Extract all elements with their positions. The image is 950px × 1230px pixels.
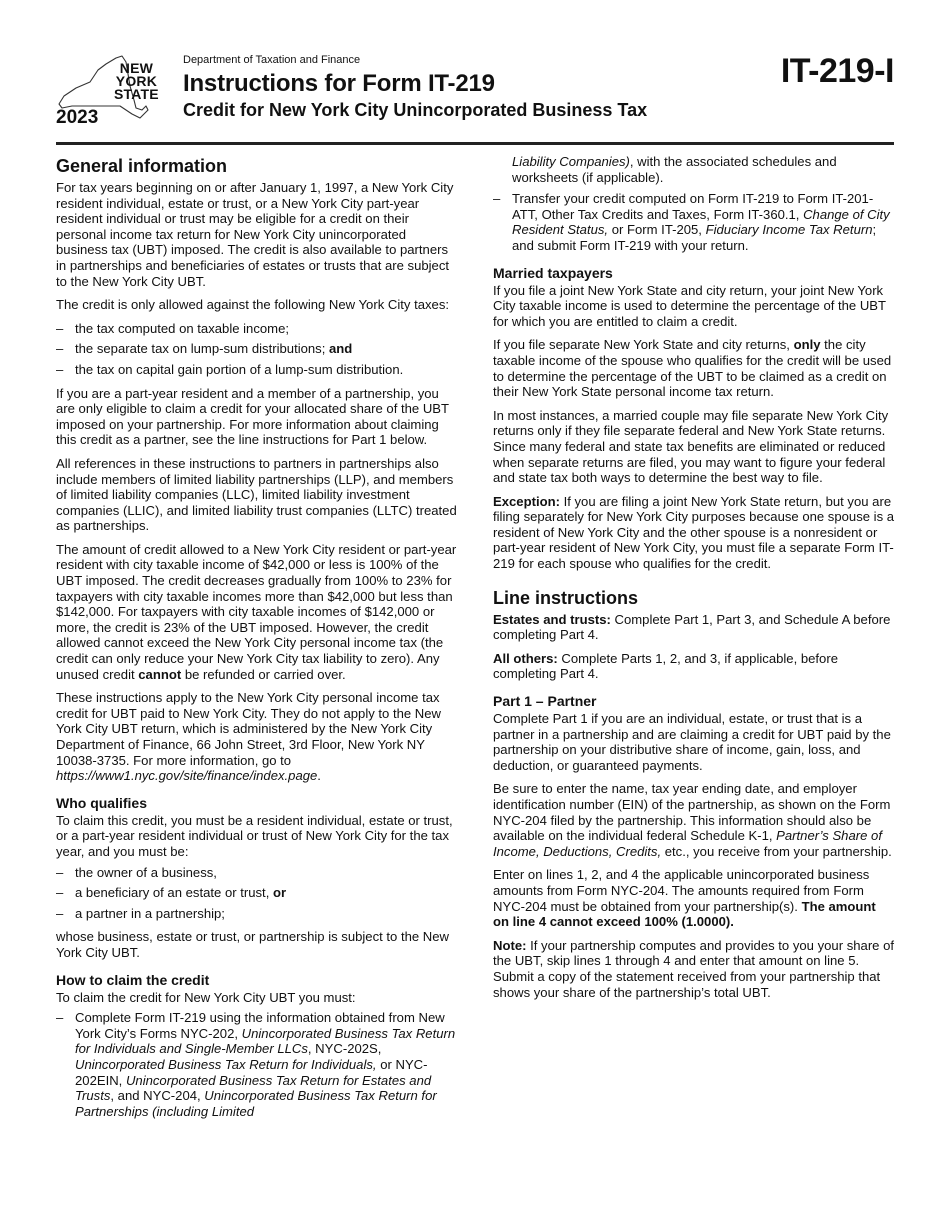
logo-state-name: NEW YORK STATE bbox=[114, 60, 159, 102]
part1-paragraph: Be sure to enter the name, tax year ending date, and employer identification number (EIN) of the partnership, as shown on the Form NYC-204 filed by the partnership. This information should also be available on the individual federal Schedule K-1, Partner’s Share of Income, Deductions, Credits, etc., you receive from your partnership. bbox=[493, 781, 892, 859]
logo-year: 2023 bbox=[56, 107, 99, 128]
page-title: Instructions for Form IT-219 bbox=[183, 70, 495, 97]
who-paragraph: whose business, estate or trust, or partnership is subject to the New York City UBT. bbox=[56, 929, 450, 960]
list-item: – the tax computed on taxable income; bbox=[56, 321, 458, 337]
married-taxpayers-heading: Married taxpayers bbox=[493, 264, 613, 281]
left-column bbox=[56, 154, 458, 1127]
who-paragraph: To claim this credit, you must be a resident individual, estate or trust, or a part-year resident individual or trust of New York City for the tax year, and you must be: bbox=[56, 812, 453, 859]
note-paragraph: Note: If your partnership computes and provides to you your share of the UBT, skip lines 1 through 4 and enter that amount on line 5. Submit a copy of the statement received from your partnership that shows your share of the partnership’s total UBT. bbox=[493, 937, 895, 1000]
married-paragraph: If you file a joint New York State and city return, your joint New York City taxable income is used to determine the percentage of the UBT for which you are entitled to claim a credit. bbox=[493, 282, 886, 329]
page-subtitle: Credit for New York City Unincorporated Business Tax bbox=[183, 100, 648, 120]
who-qualifies-heading: Who qualifies bbox=[56, 794, 147, 811]
list-item-continued: Liability Companies), with the associated schedules and worksheets (if applicable). bbox=[512, 154, 837, 185]
general-paragraph: For tax years beginning on or after January 1, 1997, a New York City resident individual, estate or trust, or a New York City part-year resident individual or trust may be eligible for a credit on their personal income tax return for New York City unincorporated business tax (UBT) imposed. The credit is also available to partners in partnerships and beneficiaries of estates or trusts that are subject to the New York City UBT. bbox=[56, 180, 454, 289]
list-item: – a beneficiary of an estate or trust, or bbox=[56, 885, 458, 901]
general-information-heading: General information bbox=[56, 156, 228, 176]
part1-paragraph: Complete Part 1 if you are an individual, estate, or trust that is a partner in a partnership and are claiming a credit for UBT paid by the partnership on your distributive share of income, gain, loss, and deduction, or guaranteed payments. bbox=[493, 711, 891, 773]
general-paragraph: If you are a part-year resident and a member of a partnership, you are only eligible to claim a credit for your allocated share of the UBT imposed on your partnership. For more information about claiming this credit as a partner, see the line instructions for Part 1 below. bbox=[56, 385, 449, 448]
list-item: – the separate tax on lump-sum distributions; and bbox=[56, 341, 458, 357]
how-to-claim-heading: How to claim the credit bbox=[56, 971, 210, 988]
list-item: – the owner of a business, bbox=[56, 865, 458, 881]
list-item: – Transfer your credit computed on Form IT-219 to Form IT-201-ATT, Other Tax Credits and Taxes, Form IT-360.1, Change of City Resident Status, or Form IT-205, Fiduciary Income Tax Return; and submit Form IT-219 with your return. bbox=[493, 191, 895, 253]
part1-paragraph: Enter on lines 1, 2, and 4 the applicable unincorporated business amounts from Form NYC-204. The amounts required from Form NYC-204 must be obtained from your partnership(s). The amount on line 4 cannot exceed 100% (1.0000). bbox=[493, 867, 876, 930]
who-list bbox=[56, 865, 458, 922]
page-header bbox=[56, 52, 894, 144]
general-paragraph: The amount of credit allowed to a New York City resident or part-year resident with city taxable income of $42,000 or less is 100% of the UBT imposed. The credit decreases gradually from 100% to 23% for taxpayers with city taxable incomes more than $42,000 but less than $142,000. For taxpayers with city taxable incomes of $142,000 or more, the credit is 23% of the UBT imposed. However, the credit allowed cannot exceed the New York City personal income tax (the credit can only reduce your New York City tax liability to zero). Any unused credit cannot be refunded or carried over. bbox=[56, 541, 457, 682]
finance-url-link[interactable]: https://www1.nyc.gov/site/finance/index.page bbox=[56, 768, 318, 784]
how-paragraph: To claim the credit for New York City UBT you must: bbox=[56, 989, 356, 1005]
header-divider bbox=[56, 142, 894, 145]
department-name: Department of Taxation and Finance bbox=[183, 54, 361, 66]
general-paragraph: The credit is only allowed against the following New York City taxes: bbox=[56, 297, 450, 313]
part1-heading: Part 1 – Partner bbox=[493, 693, 597, 710]
exception-paragraph: Exception: If you are filing a joint New York State return, but you are filing separately for New York City purposes because one spouse is a resident of New York City and the other spouse is a nonresident or part-year resident of New York City, you must file a separate Form IT-219 for each spouse who qualifies for the credit. bbox=[493, 493, 895, 572]
list-item: – the tax on capital gain portion of a lump-sum distribution. bbox=[56, 362, 458, 378]
nys-logo bbox=[56, 52, 174, 128]
married-paragraph: If you file separate New York State and city returns, only the city taxable income of the spouse who qualifies for the credit will be used to determine the percentage of the UBT to be claimed as a credit on their New York State personal income tax return. bbox=[493, 337, 892, 400]
form-code: IT-219-I bbox=[780, 52, 894, 90]
estates-paragraph: Estates and trusts: Complete Part 1, Part 3, and Schedule A before completing Part 4. bbox=[493, 611, 891, 643]
how-list-continued bbox=[493, 191, 895, 253]
others-paragraph: All others: Complete Parts 1, 2, and 3, if applicable, before completing Part 4. bbox=[493, 650, 838, 682]
general-paragraph: These instructions apply to the New York City personal income tax credit for UBT paid to New York City. They do not apply to the New York City UBT return, which is administered by the New York City Department of Finance, 66 John Street, 3rd Floor, New York NY 10038-3735. For more information, go to https://www1.nyc.gov/site/finance/index.page. bbox=[56, 690, 442, 784]
line-instructions-heading: Line instructions bbox=[493, 587, 639, 608]
right-column bbox=[493, 154, 895, 1008]
how-list bbox=[56, 1010, 458, 1119]
list-item: – Complete Form IT-219 using the information obtained from New York City’s Forms NYC-202, Unincorporated Business Tax Return for Individuals and Single-Member LLCs, NYC-202S, Unincorporated Business Tax Return for Individuals, or NYC-202EIN, Unincorporated Business Tax Return for Estates and Trusts, and NYC-204, Unincorporated Business Tax Return for Partnerships (including Limited bbox=[56, 1010, 458, 1119]
list-item: – a partner in a partnership; bbox=[56, 906, 458, 922]
taxes-list bbox=[56, 321, 458, 378]
general-paragraph: All references in these instructions to partners in partnerships also include members of limited liability partnerships (LLP), and members of limited liability companies (LLC), limited liability investment companies (LLIC), and limited liability trust companies (LLTC) treated as partnerships. bbox=[56, 455, 457, 534]
married-paragraph: In most instances, a married couple may file separate New York City returns only if they file separate federal and New York State returns. Since many federal and state tax benefits are eliminated or reduced when separate returns are filed, you may want to figure your federal and state tax both ways to determine the best way to file. bbox=[493, 407, 889, 486]
